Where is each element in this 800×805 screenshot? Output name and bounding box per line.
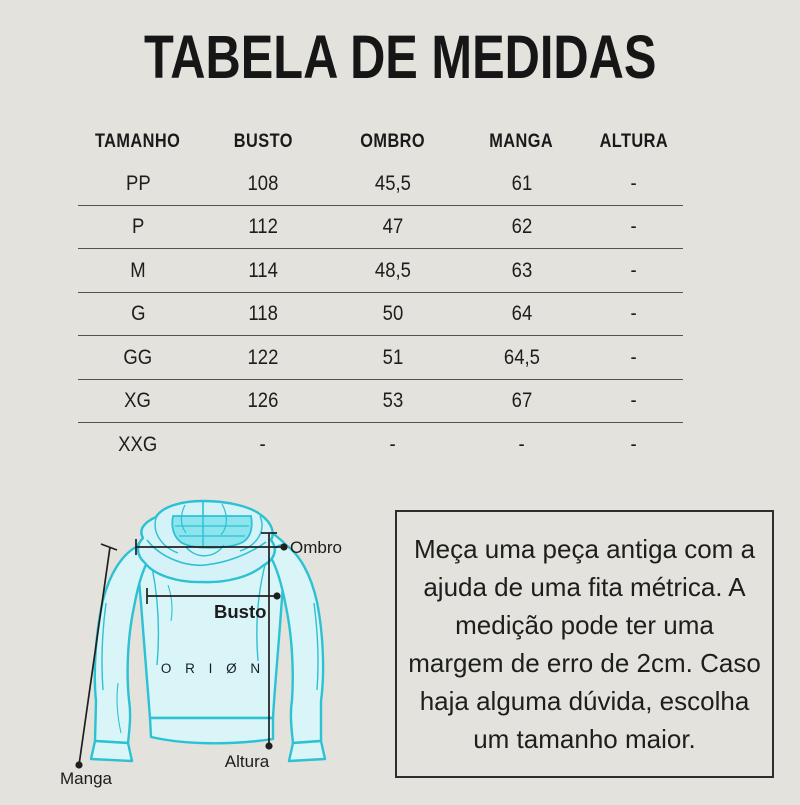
busto-value: 114 bbox=[248, 257, 278, 282]
page-title bbox=[0, 22, 800, 92]
table-row-m bbox=[78, 249, 683, 293]
table-row-xg bbox=[78, 380, 683, 424]
manga-value: 62 bbox=[511, 214, 532, 239]
size-label: XG bbox=[124, 388, 152, 413]
ombro-value: - bbox=[389, 432, 397, 457]
orion-logo-text: O R I Ø N bbox=[160, 661, 266, 676]
table-row-pp bbox=[78, 162, 683, 206]
hoodie-illustration bbox=[0, 485, 400, 800]
manga-value: 67 bbox=[511, 388, 532, 413]
altura-value: - bbox=[630, 432, 638, 457]
table-row-gg bbox=[78, 336, 683, 380]
size-label: P bbox=[131, 214, 145, 239]
table-row-xxg bbox=[78, 423, 683, 467]
busto-value: 112 bbox=[248, 214, 278, 239]
manga-label: Manga bbox=[60, 769, 112, 788]
busto-value: 126 bbox=[247, 388, 279, 413]
manga-value: 61 bbox=[511, 170, 532, 195]
table-row-g bbox=[78, 293, 683, 337]
measurement-note-box bbox=[395, 510, 774, 778]
column-header-manga: MANGA bbox=[489, 131, 554, 152]
altura-value: - bbox=[630, 301, 638, 326]
busto-value: 108 bbox=[247, 170, 279, 195]
ombro-label: Ombro bbox=[290, 538, 342, 557]
hoodie-measurement-diagram bbox=[0, 485, 400, 800]
altura-label: Altura bbox=[224, 752, 270, 771]
column-header-busto: BUSTO bbox=[233, 131, 293, 152]
table-header-row bbox=[78, 122, 683, 162]
size-label: XXG bbox=[118, 432, 158, 457]
size-label: GG bbox=[123, 344, 153, 369]
ombro-value: 47 bbox=[382, 214, 404, 239]
size-label: PP bbox=[125, 170, 151, 195]
hoodie-right-cuff bbox=[289, 741, 325, 761]
ombro-value: 45,5 bbox=[374, 170, 411, 195]
measurement-note-text: Meça uma peça antiga com a ajuda de uma fita métrica. A medição pode ter uma margem de erro de 2cm. Caso haja alguma dúvida, escolha um tamanho maior. bbox=[408, 534, 761, 754]
page-title-text: TABELA DE MEDIDAS bbox=[143, 23, 657, 91]
hoodie-hem bbox=[150, 718, 273, 743]
ombro-value: 50 bbox=[382, 301, 404, 326]
manga-value: 64,5 bbox=[503, 344, 540, 369]
size-table bbox=[78, 122, 683, 467]
altura-value: - bbox=[630, 214, 638, 239]
altura-value: - bbox=[630, 344, 638, 369]
hoodie-left-cuff bbox=[91, 741, 132, 761]
column-header-altura: ALTURA bbox=[599, 131, 669, 152]
size-label: M bbox=[130, 257, 146, 282]
busto-value: 122 bbox=[247, 344, 279, 369]
busto-value: 118 bbox=[248, 301, 278, 326]
hood-opening bbox=[172, 516, 251, 548]
column-header-tamanho: TAMANHO bbox=[95, 131, 181, 152]
altura-value: - bbox=[630, 388, 638, 413]
ombro-value: 51 bbox=[382, 344, 404, 369]
manga-value: - bbox=[518, 432, 525, 457]
altura-value: - bbox=[630, 257, 638, 282]
manga-value: 64 bbox=[511, 301, 532, 326]
ombro-value: 48,5 bbox=[374, 257, 411, 282]
busto-value: - bbox=[259, 432, 267, 457]
column-header-ombro: OMBRO bbox=[360, 131, 426, 152]
altura-value: - bbox=[630, 170, 638, 195]
table-row-p bbox=[78, 206, 683, 250]
hoodie-hood bbox=[138, 501, 275, 582]
busto-label: Busto bbox=[214, 601, 267, 622]
size-label: G bbox=[130, 301, 146, 326]
manga-value: 63 bbox=[511, 257, 532, 282]
ombro-value: 53 bbox=[382, 388, 404, 413]
